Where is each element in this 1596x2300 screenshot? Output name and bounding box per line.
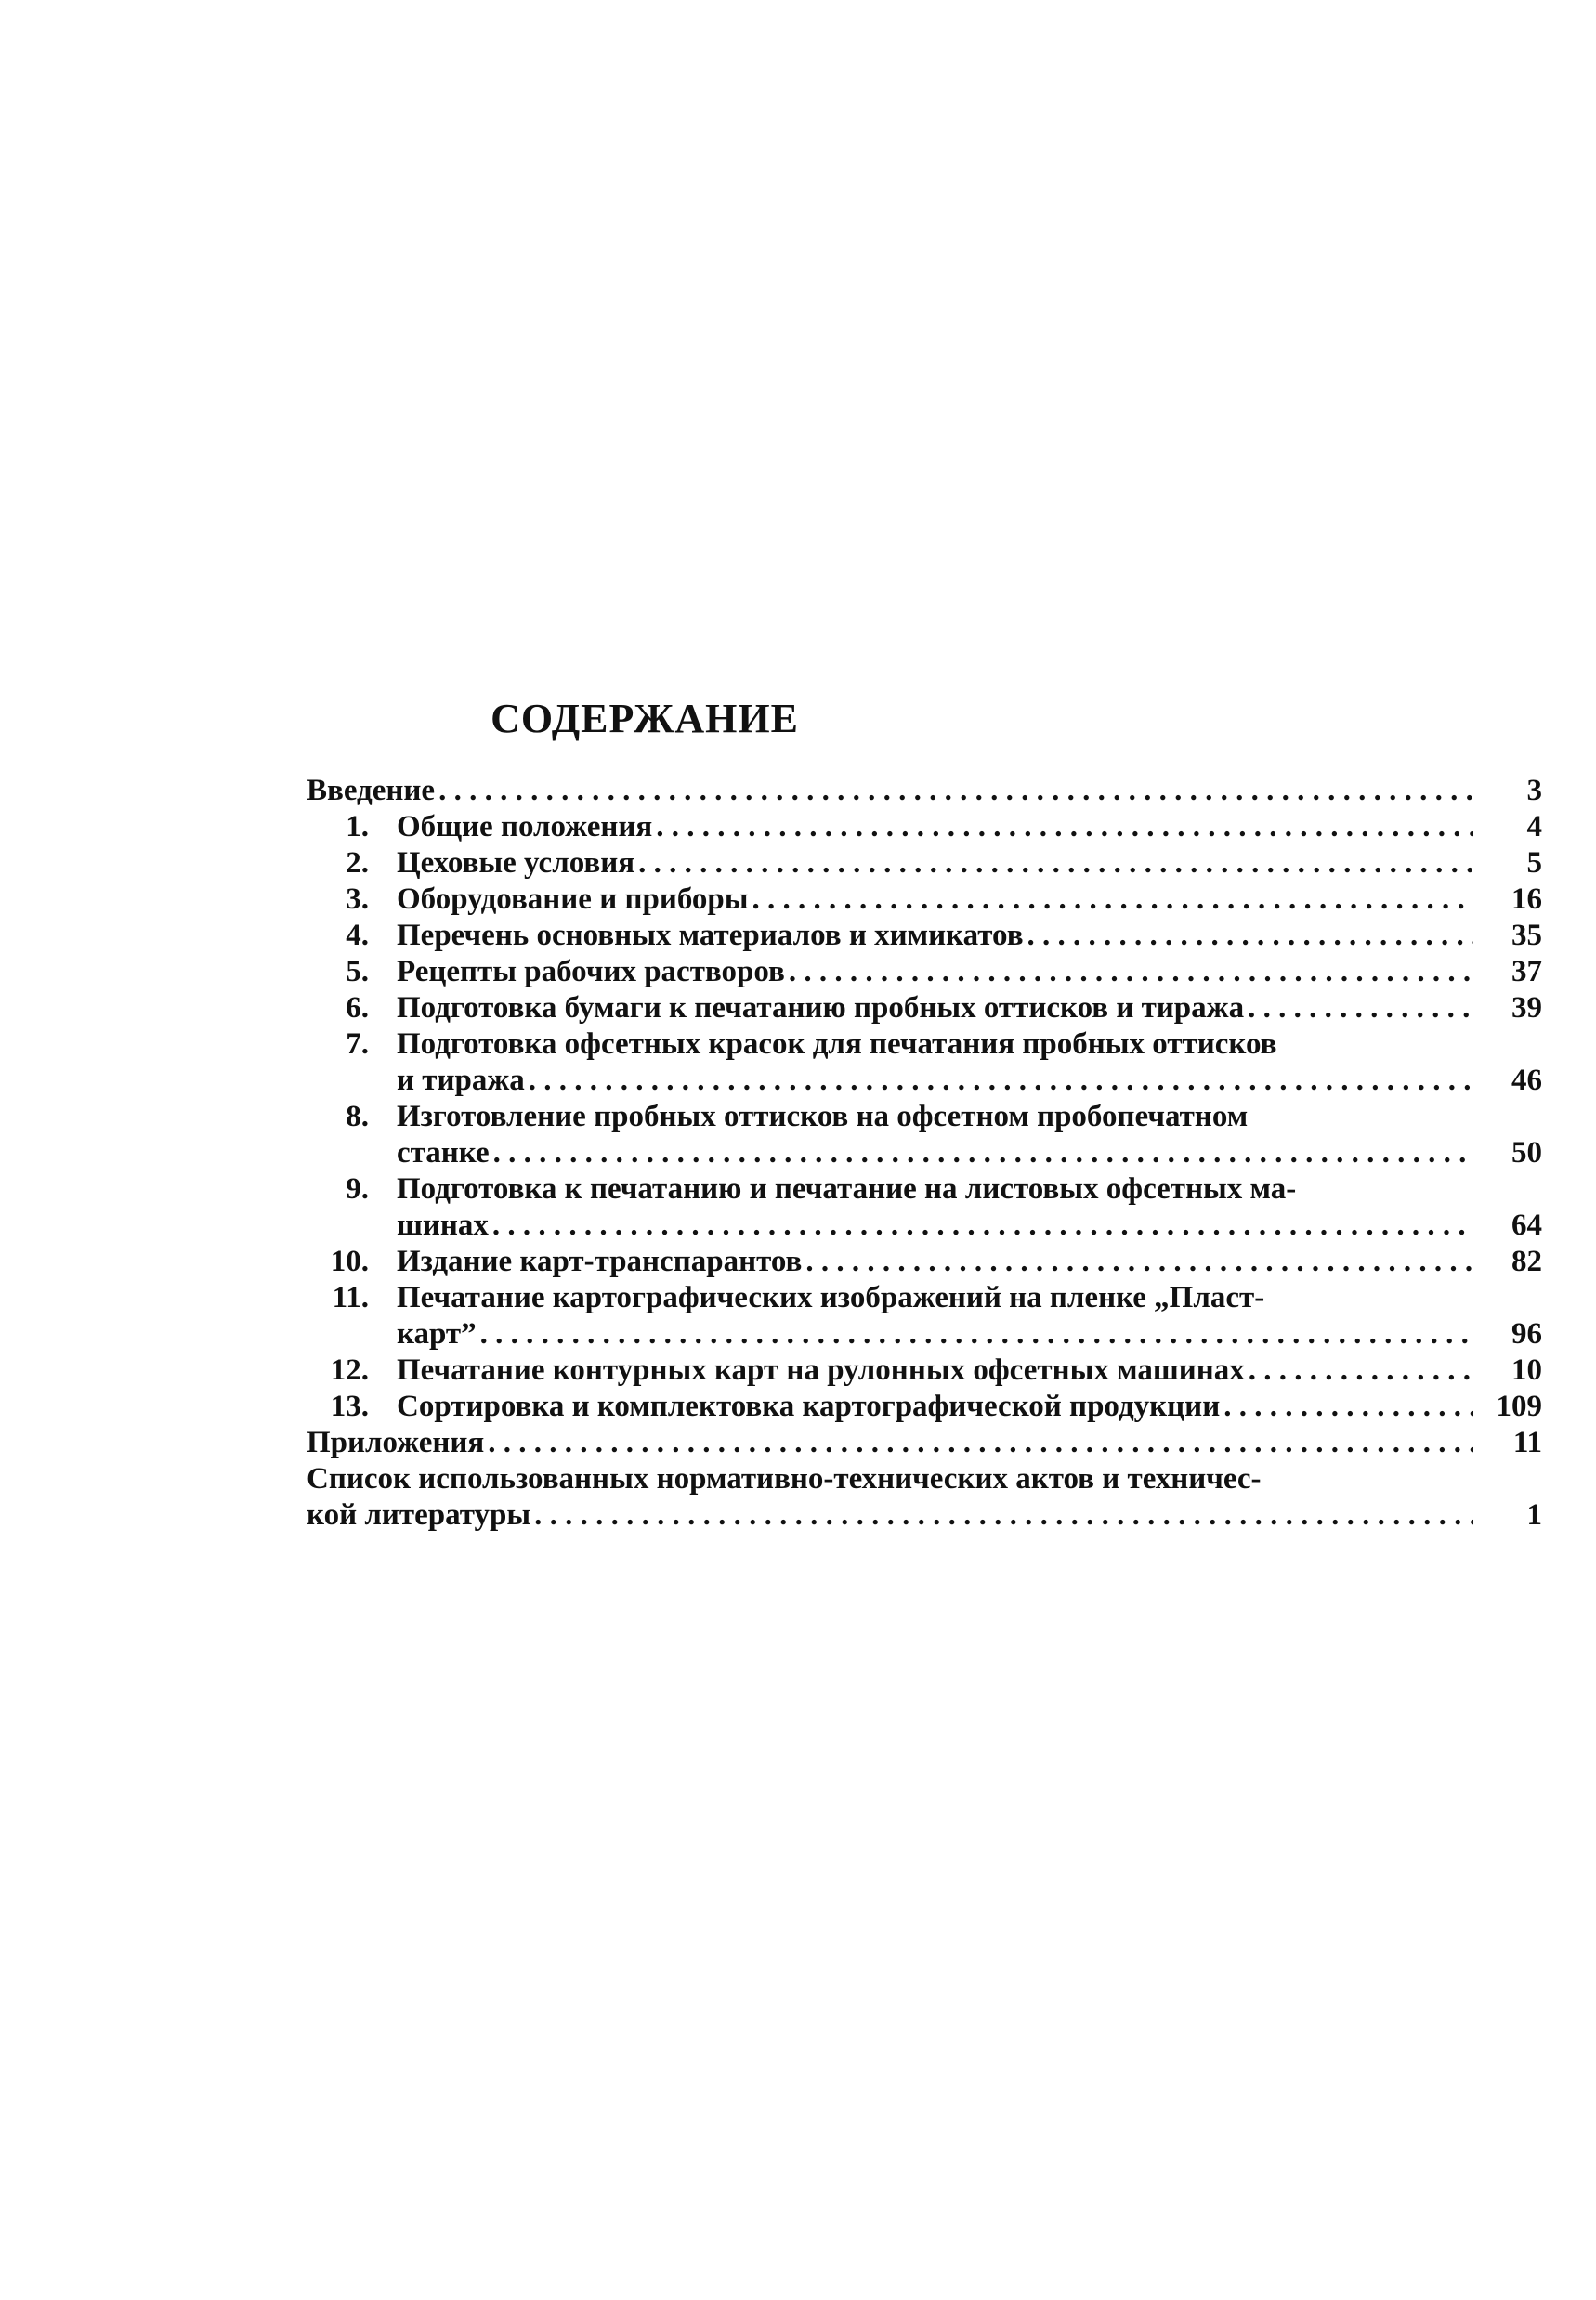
toc-entry-body: [397, 954, 1542, 990]
toc-entry-number: 3.: [346, 882, 369, 916]
toc-entry-title-line: Список использованных нормативно-технических актов и техничес-: [307, 1462, 1262, 1496]
toc-entry: [307, 1461, 1542, 1534]
toc-entry-body: [397, 1280, 1542, 1353]
dot-leader: [789, 954, 1473, 990]
toc-entry-number: 13.: [330, 1390, 369, 1423]
toc-entry-page-number: 1: [1526, 1498, 1542, 1532]
toc-entry: [307, 1171, 1542, 1244]
toc-entry-line: [397, 1389, 1542, 1425]
dot-leader: [1248, 990, 1473, 1026]
toc-entry-page-number: 37: [1511, 955, 1542, 988]
toc-entry-line: [307, 1425, 1542, 1461]
toc-entry-title: Сортировка и комплектовка картографической продукции: [397, 1390, 1221, 1423]
toc-entry-body: [397, 1026, 1542, 1099]
dot-leader: [1027, 918, 1473, 954]
toc-entry-line: [397, 1353, 1542, 1389]
toc-entry: [307, 773, 1542, 809]
toc-entry: [307, 845, 1542, 882]
toc-entry-number: 6.: [346, 991, 369, 1025]
dot-leader: [529, 1063, 1473, 1099]
dot-leader: [488, 1425, 1473, 1461]
toc-entry-number: 2.: [346, 846, 369, 880]
toc-entry-body: [397, 1171, 1542, 1244]
toc-entry-page-number: 16: [1511, 882, 1542, 916]
toc-entry-body: [397, 1353, 1542, 1389]
toc-entry: [307, 1389, 1542, 1425]
dot-leader: [752, 882, 1473, 918]
toc-entry-number: 5.: [346, 955, 369, 988]
toc-entry-number: 7.: [346, 1027, 369, 1061]
toc-entry-title: Цеховые условия: [397, 846, 635, 880]
toc-entry-number: 11.: [332, 1281, 369, 1314]
toc-entry-body: [397, 990, 1542, 1026]
toc-entry-body: [307, 773, 1542, 809]
toc-entry-line: [307, 1497, 1542, 1534]
dot-leader: [438, 773, 1473, 809]
toc-entry-body: [397, 845, 1542, 882]
toc-entry-line: [397, 882, 1542, 918]
toc-entry-page-number: 50: [1511, 1136, 1542, 1170]
dot-leader: [805, 1244, 1473, 1280]
toc-entry-page-number: 96: [1511, 1317, 1542, 1351]
toc-entry-title: Рецепты рабочих растворов: [397, 955, 785, 988]
toc-entry-page-number: 3: [1526, 774, 1542, 807]
toc-entry-page-number: 82: [1511, 1245, 1542, 1278]
toc-entry-number: 10.: [330, 1245, 369, 1278]
toc-entry-page-number: 46: [1511, 1064, 1542, 1097]
toc-entry-page-number: 109: [1496, 1390, 1542, 1423]
toc-entry-line: [397, 1208, 1542, 1244]
toc-entry-title: станке: [397, 1136, 490, 1170]
dot-leader: [492, 1208, 1473, 1244]
dot-leader: [534, 1497, 1473, 1534]
toc-entry-title-line: Подготовка офсетных красок для печатания пробных оттисков: [397, 1027, 1277, 1061]
toc-entry-body: [307, 1461, 1542, 1534]
toc-entry-title: кой литературы: [307, 1498, 531, 1532]
toc-entry: [307, 1244, 1542, 1280]
toc-entry-title: Подготовка бумаги к печатанию пробных оттисков и тиража: [397, 991, 1245, 1025]
toc-entry: [307, 1353, 1542, 1389]
toc-entry-number: 4.: [346, 919, 369, 952]
toc-entry-line: [397, 954, 1542, 990]
toc-entry: [307, 1425, 1542, 1461]
toc-entry-line: [397, 990, 1542, 1026]
toc-entry-number: 9.: [346, 1172, 369, 1206]
toc-entry-number: 12.: [330, 1353, 369, 1387]
toc-entry-body: [397, 882, 1542, 918]
toc-entry-number: 8.: [346, 1100, 369, 1133]
page-title: СОДЕРЖАНИЕ: [491, 696, 799, 741]
table-of-contents: [307, 773, 1542, 1534]
toc-entry: [307, 809, 1542, 845]
toc-entry-line: [397, 1316, 1542, 1353]
toc-entry-title: Печатание контурных карт на рулонных офсетных машинах: [397, 1353, 1245, 1387]
dot-leader: [638, 845, 1473, 882]
toc-entry-page-number: 35: [1511, 919, 1542, 952]
dot-leader: [1223, 1389, 1473, 1425]
dot-leader: [480, 1316, 1473, 1353]
toc-entry-title: Введение: [307, 774, 436, 807]
dot-leader: [1249, 1353, 1473, 1389]
toc-entry-page-number: 10: [1511, 1353, 1542, 1387]
dot-leader: [656, 809, 1473, 845]
toc-entry-title: Общие положения: [397, 810, 653, 843]
toc-entry-title: и тиража: [397, 1064, 525, 1097]
toc-entry-page-number: 4: [1526, 810, 1542, 843]
toc-entry-title-line: Изготовление пробных оттисков на офсетном пробопечатном: [397, 1100, 1249, 1133]
toc-entry-line: [397, 1135, 1542, 1171]
toc-entry-page-number: 11: [1512, 1426, 1542, 1459]
toc-entry-line: [397, 1244, 1542, 1280]
toc-entry: [307, 882, 1542, 918]
toc-entry-body: [397, 809, 1542, 845]
toc-entry-title: Перечень основных материалов и химикатов: [397, 919, 1024, 952]
toc-entry: [307, 1280, 1542, 1353]
toc-entry: [307, 954, 1542, 990]
toc-entry: [307, 1099, 1542, 1171]
toc-entry-page-number: 39: [1511, 991, 1542, 1025]
toc-entry: [307, 1026, 1542, 1099]
toc-entry-line: [397, 845, 1542, 882]
toc-entry-body: [397, 1099, 1542, 1171]
toc-entry-title-line: Печатание картографических изображений на пленке „Пласт-: [397, 1281, 1265, 1314]
toc-entry-title: карт”: [397, 1317, 477, 1351]
toc-entry-line: [397, 809, 1542, 845]
toc-entry-body: [397, 1244, 1542, 1280]
toc-entry-title-line: Подготовка к печатанию и печатание на листовых офсетных ма-: [397, 1172, 1297, 1206]
dot-leader: [493, 1135, 1473, 1171]
toc-entry-body: [307, 1425, 1542, 1461]
toc-entry-line: [307, 773, 1542, 809]
toc-entry-title: Издание карт-транспарантов: [397, 1245, 803, 1278]
toc-entry: [307, 918, 1542, 954]
toc-entry-body: [397, 918, 1542, 954]
toc-entry-page-number: 5: [1526, 846, 1542, 880]
toc-entry-page-number: 64: [1511, 1209, 1542, 1242]
toc-entry: [307, 990, 1542, 1026]
toc-entry-title: Оборудование и приборы: [397, 882, 749, 916]
toc-entry-body: [397, 1389, 1542, 1425]
toc-entry-title: шинах: [397, 1209, 489, 1242]
toc-entry-number: 1.: [346, 810, 369, 843]
toc-entry-line: [397, 1063, 1542, 1099]
toc-entry-title: Приложения: [307, 1426, 485, 1459]
toc-entry-line: [397, 918, 1542, 954]
